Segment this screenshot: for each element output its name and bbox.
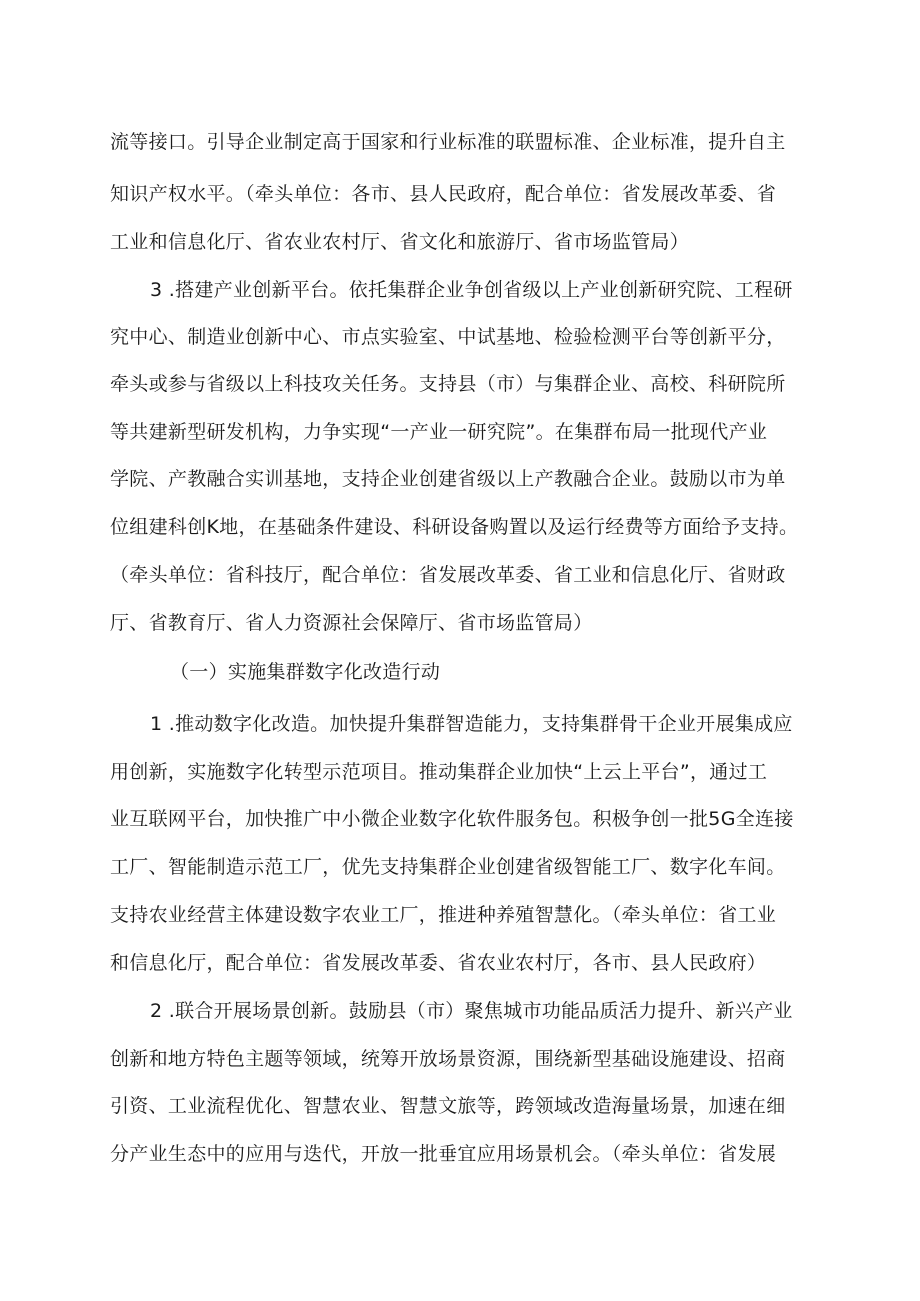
text-line: 创新和地方特色主题等领域，统筹开放场景资源，围绕新型基础设施建设、招商 bbox=[110, 1048, 786, 1070]
text-line: 用创新，实施数字化转型示范项目。推动集群企业加快“上云上平台”，通过工 bbox=[110, 761, 768, 783]
text-line: 究中心、制造业创新中心、市点实验室、中试基地、检验检测平台等创新平分， bbox=[110, 326, 786, 348]
text-line: （牵头单位：省科技厅，配合单位：省发展改革委、省工业和信息化厅、省财政 bbox=[110, 564, 786, 586]
text-line: 支持农业经营主体建设数字农业工厂，推进种养殖智慧化。（牵头单位：省工业 bbox=[110, 904, 777, 926]
text-line: 等共建新型研发机构，力争实现“一产业一研究院”。在集群布局一批现代产业 bbox=[110, 421, 768, 443]
text-line: 学院、产教融合实训基地，支持企业创建省级以上产教融合企业。鼓励以市为单 bbox=[110, 468, 786, 490]
text-line: 工业和信息化厅、省农业农村厅、省文化和旅游厅、省市场监管局） bbox=[110, 231, 690, 253]
text-line: 牵头或参与省级以上科技攻关任务。支持县（市）与集群企业、高校、科研院所 bbox=[110, 373, 786, 395]
text-line: 厅、省教育厅、省人力资源社会保障厅、省市场监管局） bbox=[110, 612, 593, 634]
subsection-title: （一）实施集群数字化改造行动 bbox=[170, 661, 441, 683]
text-line: 位组建科创K地，在基础条件建设、科研设备购置以及运行经费等方面给予支持。 bbox=[110, 516, 799, 538]
section-heading: 1 .推动数字化改造。加快提升集群智造能力，支持集群骨干企业开展集成应 bbox=[150, 713, 793, 735]
section-heading: 3 .搭建产业创新平台。依托集群企业争创省级以上产业创新研究院、工程研 bbox=[150, 279, 793, 301]
section-heading: 2 .联合开展场景创新。鼓励县（市）聚焦城市功能品质活力提升、新兴产业 bbox=[150, 1000, 793, 1022]
text-line: 分产业生态中的应用与迭代，开放一批垂宜应用场景机会。（牵头单位：省发展 bbox=[110, 1143, 777, 1165]
text-line: 和信息化厅，配合单位：省发展改革委、省农业农村厅，各市、县人民政府） bbox=[110, 952, 767, 974]
text-line: 流等接口。引导企业制定高于国家和行业标准的联盟标准、企业标准，提升自主 bbox=[110, 131, 786, 153]
text-line: 知识产权水平。（牵头单位：各市、县人民政府，配合单位：省发展改革委、省 bbox=[110, 183, 777, 205]
text-line: 引资、工业流程优化、智慧农业、智慧文旅等，跨领域改造海量场景，加速在细 bbox=[110, 1095, 786, 1117]
text-line: 工厂、智能制造示范工厂，优先支持集群企业创建省级智能工厂、数字化车间。 bbox=[110, 856, 786, 878]
text-line: 业互联网平台，加快推广中小微企业数字化软件服务包。积极争创一批5G全连接 bbox=[110, 808, 794, 830]
